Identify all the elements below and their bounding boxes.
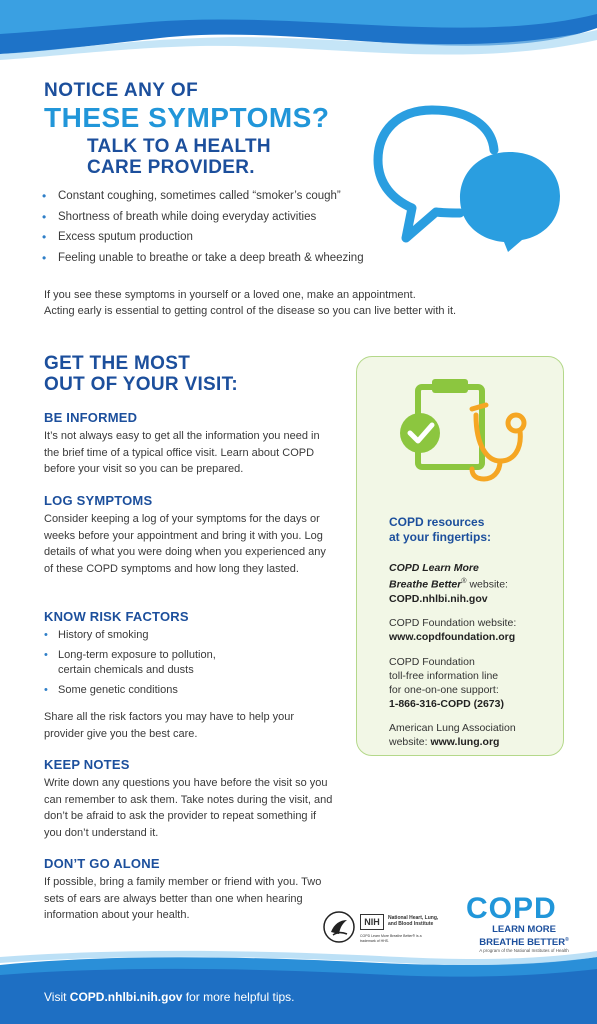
headline-line2: THESE SYMPTOMS? [44,102,330,133]
resource-lung-label: American Lung Association [389,722,516,734]
intro-line1: If you see these symptoms in yourself or a loved one, make an appointment. [44,289,416,301]
headline-line3a: TALK TO A HEALTH [87,136,271,157]
resources-title-line1: COPD resources [389,515,485,529]
symptom-list [30,190,390,272]
list-item: • Long-term exposure to pollution, certain chemicals and dusts [44,648,228,678]
header-wave [0,0,597,80]
resource-learn-more [389,561,559,606]
footer-prefix: Visit [44,990,70,1004]
resource-copd-foundation-label: COPD Foundation website: [389,617,517,629]
resource-info-line-2: toll-free information line [389,670,499,682]
intro-paragraph [44,287,564,319]
nih-badge: NIH [360,914,384,930]
risk-factors-text: Share all the risk factors you may have to help your provider give you the best care. [44,711,295,740]
list-item: • History of smoking [44,628,334,643]
resource-learn-more-label: website: [466,578,508,591]
copd-logo: COPD [466,892,557,925]
visit-title-line2: OUT OF YOUR VISIT: [44,374,239,395]
footer-link[interactable]: COPD.nhlbi.nih.gov [69,990,183,1004]
copd-tagline-line1: LEARN MORE [492,924,556,935]
list-item: • Feeling unable to breathe or take a deep breath & wheezing [30,252,390,273]
nih-name [388,915,438,927]
log-symptoms-text: Consider keeping a log of your symptoms for the days or weeks before your appointment and bring it with you. Log details of what you were doing when you experienced any of these COPD symptoms and how long they lasted. [44,513,326,575]
be-informed-text: It’s not always easy to get all the information you need in the brief time of a typical office visit. Learn about COPD before your visit so you can be prepared. [44,430,320,475]
resource-learn-more-name: COPD Learn More [389,562,479,574]
footer-suffix: for more helpful tips. [182,990,295,1004]
resource-lung-association [389,721,559,749]
dont-go-alone-heading: DON’T GO ALONE [44,856,160,871]
log-symptoms-heading: LOG SYMPTOMS [44,493,153,508]
copd-tagline-line2: BREATHE BETTER [479,937,566,949]
list-item: • Shortness of breath while doing everyday activities [30,211,390,232]
clipboard-stethoscope-icon [396,375,532,490]
footer-text [44,990,295,1004]
list-item: • Constant coughing, sometimes called “smoker’s cough” [30,190,390,211]
registered-mark: ® [461,578,467,585]
resource-learn-more-name2: Breathe Better [389,578,462,591]
be-informed-heading: BE INFORMED [44,410,138,425]
list-item: • Some genetic conditions [44,683,334,698]
risk-factors-heading: KNOW RISK FACTORS [44,609,189,624]
nih-name-line1: National Heart, Lung, [388,915,439,921]
resources-title-line2: at your fingertips: [389,530,492,544]
intro-line2: Acting early is essential to getting control of the disease so you can live better with it. [44,305,457,317]
nih-trademark-note: COPD Learn More Breathe Better® is a trademark of HHS. [360,934,422,943]
copd-registered-mark: ® [565,937,569,943]
resource-phone-link[interactable]: 1-866-316-COPD (2673) [389,698,504,710]
resource-lung-label2: website: [389,736,431,748]
visit-title-line1: GET THE MOST [44,353,191,374]
resource-copd-foundation [389,616,559,644]
footer-wave [0,935,597,1024]
resource-info-line [389,655,559,711]
keep-notes-heading: KEEP NOTES [44,757,130,772]
headline-line1: NOTICE ANY OF [44,80,199,101]
visit-title [44,353,238,395]
risk-factors-list [44,628,334,703]
resource-copd-foundation-link[interactable]: www.copdfoundation.org [389,631,516,643]
headline-line3 [87,136,271,178]
speech-bubbles-icon [372,100,572,260]
resource-info-line-3: for one-on-one support: [389,684,499,696]
headline-line3b: CARE PROVIDER. [87,157,255,178]
resource-learn-more-link[interactable]: COPD.nhlbi.nih.gov [389,592,488,605]
resource-lung-link[interactable]: www.lung.org [430,736,500,748]
resource-info-line-1: COPD Foundation [389,656,475,668]
resources-title [389,515,491,545]
nih-name-line2: and Blood Institute [388,921,434,927]
copd-program-note: A program of the National Institutes of Health [479,948,569,953]
keep-notes-text: Write down any questions you have before the visit so you can remember to ask them. Take notes during the visit, and don’t be afraid to ask the provider to repeat something if you don’t understand it. [44,777,333,839]
list-item: • Excess sputum production [30,231,390,252]
dont-go-alone-text: If possible, bring a family member or friend with you. Two sets of ears are always better than one when hearing information about your health. [44,876,322,921]
